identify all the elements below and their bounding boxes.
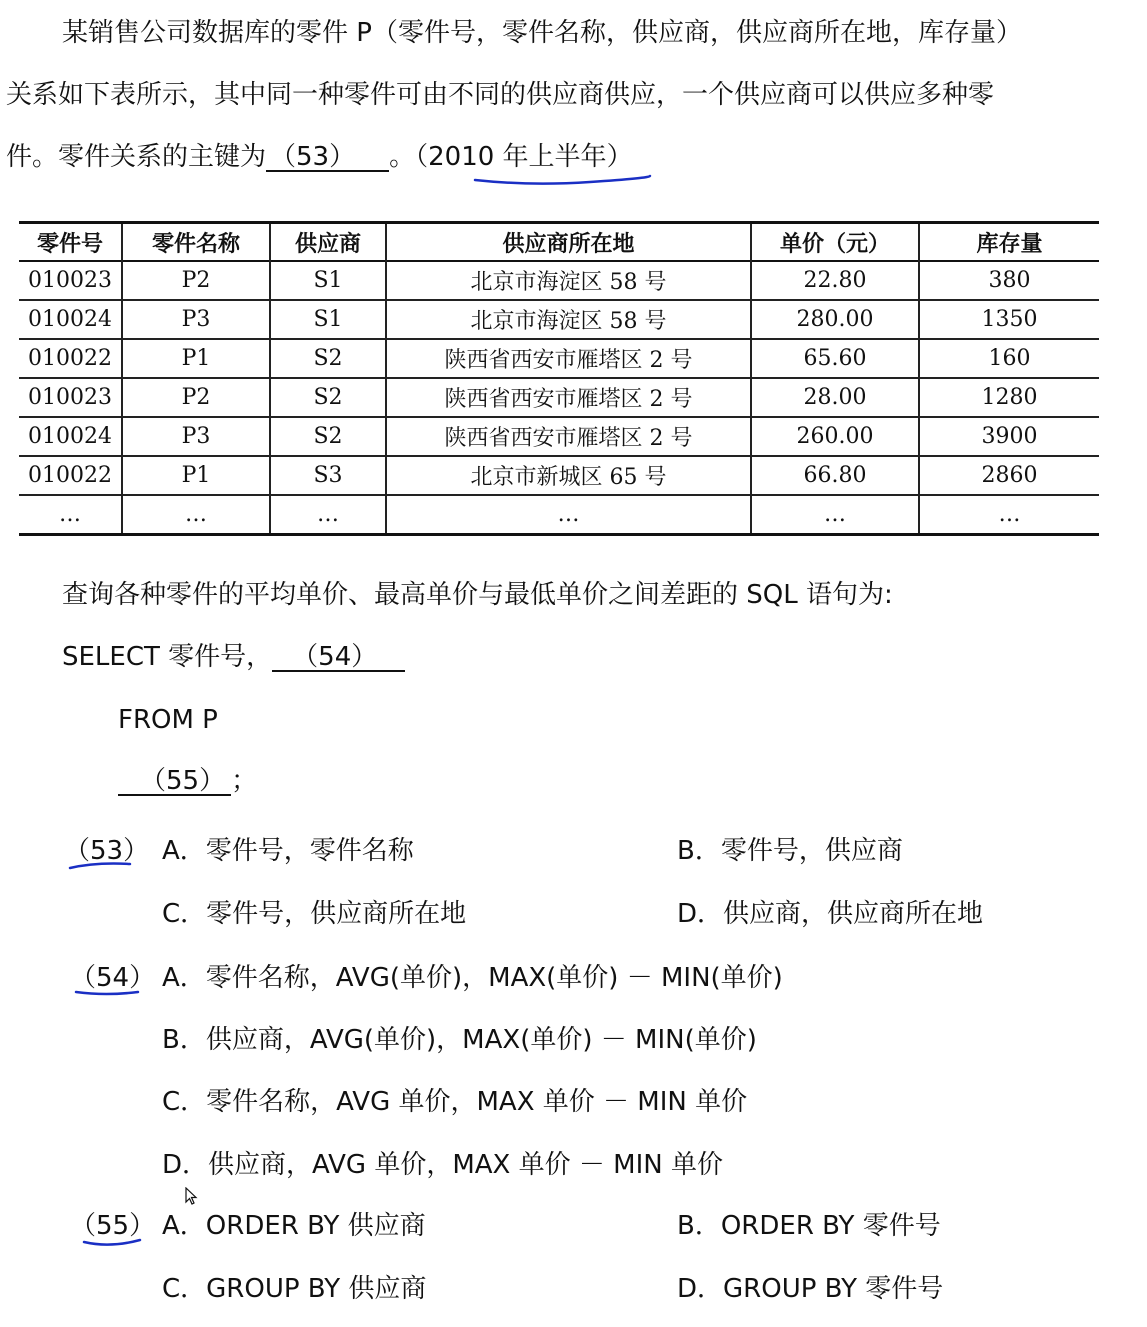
query-end: ； bbox=[231, 766, 258, 796]
q55-ink-underline bbox=[80, 1234, 146, 1250]
cell-price: 22.80 bbox=[751, 261, 919, 300]
cell-location: 陕西省西安市雁塔区 2 号 bbox=[386, 417, 751, 456]
cell-part-no: 010023 bbox=[28, 385, 112, 410]
cell-part-name: P1 bbox=[122, 339, 270, 378]
header-supplier: 供应商 bbox=[270, 223, 386, 262]
blank-53-label: （53） bbox=[270, 142, 356, 172]
blank-54 bbox=[272, 644, 405, 672]
header-stock: 库存量 bbox=[919, 223, 1099, 262]
cell-supplier: S2 bbox=[270, 339, 386, 378]
cell-location: 北京市海淀区 58 号 bbox=[386, 261, 751, 300]
select-line bbox=[62, 644, 405, 672]
cell-price: 66.80 bbox=[751, 456, 919, 495]
q54-ink-underline bbox=[72, 984, 144, 1000]
cell-part-no: 010024 bbox=[28, 424, 112, 449]
q55-number: （55） bbox=[70, 1211, 156, 1241]
q55-option-b: B．ORDER BY 零件号 bbox=[677, 1211, 941, 1241]
cell-stock: 2860 bbox=[919, 456, 1099, 495]
cell-location: 陕西省西安市雁塔区 2 号 bbox=[386, 339, 751, 378]
cell-ellipsis: … bbox=[386, 495, 751, 535]
q55-option-a: A．ORDER BY 供应商 bbox=[162, 1211, 426, 1241]
intro-line-1: 某销售公司数据库的零件 P（零件号，零件名称，供应商，供应商所在地，库存量） bbox=[62, 18, 1022, 48]
intro-line-3-close: ） bbox=[606, 142, 633, 172]
header-supplier-location: 供应商所在地 bbox=[386, 223, 751, 262]
header-part-no: 零件号 bbox=[36, 231, 103, 257]
cell-supplier: S1 bbox=[270, 300, 386, 339]
q54-number: （54） bbox=[70, 963, 156, 993]
mouse-pointer-icon bbox=[185, 1187, 199, 1207]
from-line: FROM P bbox=[118, 705, 218, 735]
blank-53 bbox=[266, 144, 389, 172]
q53-option-b: B．零件号，供应商 bbox=[677, 836, 903, 866]
cell-part-no: 010022 bbox=[28, 346, 112, 371]
year-ink-underline bbox=[470, 168, 655, 188]
cell-location: 北京市海淀区 58 号 bbox=[386, 300, 751, 339]
cell-ellipsis: … bbox=[919, 495, 1099, 535]
q54-option-b: B．供应商，AVG(单价)，MAX(单价) － MIN(单价) bbox=[162, 1025, 757, 1055]
blank-55 bbox=[118, 768, 231, 796]
q55-option-d: D．GROUP BY 零件号 bbox=[677, 1274, 944, 1304]
q53-number: （53） bbox=[64, 836, 150, 866]
cell-part-name: P2 bbox=[122, 261, 270, 300]
cell-stock: 1280 bbox=[919, 378, 1099, 417]
q53-ink-underline bbox=[66, 858, 136, 874]
cell-price: 28.00 bbox=[751, 378, 919, 417]
cell-location: 陕西省西安市雁塔区 2 号 bbox=[386, 378, 751, 417]
cell-stock: 380 bbox=[919, 261, 1099, 300]
cell-supplier: S1 bbox=[270, 261, 386, 300]
cell-stock: 3900 bbox=[919, 417, 1099, 456]
q53-option-a: A．零件号，零件名称 bbox=[162, 836, 414, 866]
blank-54-label: （54） bbox=[292, 642, 378, 672]
blank-55-label: （55） bbox=[140, 766, 226, 796]
query-intro: 查询各种零件的平均单价、最高单价与最低单价之间差距的 SQL 语句为: bbox=[62, 580, 893, 610]
cell-price: 260.00 bbox=[751, 417, 919, 456]
table-row bbox=[19, 261, 1099, 300]
cell-ellipsis: … bbox=[122, 495, 270, 535]
select-prefix: SELECT 零件号， bbox=[62, 642, 273, 672]
intro-line-2: 关系如下表所示，其中同一种零件可由不同的供应商供应，一个供应商可以供应多种零 bbox=[6, 80, 995, 110]
cell-ellipsis: … bbox=[270, 495, 386, 535]
cell-part-name: P3 bbox=[122, 300, 270, 339]
cell-part-no: 010023 bbox=[28, 268, 112, 293]
blank-55-line bbox=[118, 768, 257, 796]
cell-stock: 1350 bbox=[919, 300, 1099, 339]
cell-part-name: P2 bbox=[122, 378, 270, 417]
table-row bbox=[19, 456, 1099, 495]
cell-ellipsis: … bbox=[751, 495, 919, 535]
cell-price: 280.00 bbox=[751, 300, 919, 339]
cell-price: 65.60 bbox=[751, 339, 919, 378]
cell-part-name: P1 bbox=[122, 456, 270, 495]
cell-part-no: 010024 bbox=[28, 307, 112, 332]
q53-option-c: C．零件号，供应商所在地 bbox=[162, 899, 467, 929]
header-unit-price: 单价（元） bbox=[751, 223, 919, 262]
cell-supplier: S3 bbox=[270, 456, 386, 495]
cell-location: 北京市新城区 65 号 bbox=[386, 456, 751, 495]
q54-option-a: A．零件名称，AVG(单价)，MAX(单价) － MIN(单价) bbox=[162, 963, 783, 993]
cell-stock: 160 bbox=[919, 339, 1099, 378]
table-row bbox=[19, 339, 1099, 378]
cell-supplier: S2 bbox=[270, 417, 386, 456]
table-row bbox=[19, 378, 1099, 417]
header-part-name: 零件名称 bbox=[122, 223, 270, 262]
cell-part-name: P3 bbox=[122, 417, 270, 456]
q55-option-c: C．GROUP BY 供应商 bbox=[162, 1274, 427, 1304]
table-header-row bbox=[19, 223, 1099, 262]
q53-option-d: D．供应商，供应商所在地 bbox=[677, 899, 984, 929]
q54-option-d: D．供应商，AVG 单价，MAX 单价 － MIN 单价 bbox=[162, 1150, 723, 1180]
intro-line-3-suffix: 。（ bbox=[389, 142, 429, 172]
cell-part-no: 010022 bbox=[28, 463, 112, 488]
intro-line-3-prefix: 件。零件关系的主键为 bbox=[6, 142, 267, 172]
q54-option-c: C．零件名称，AVG 单价，MAX 单价 － MIN 单价 bbox=[162, 1087, 748, 1117]
cell-ellipsis: … bbox=[59, 502, 81, 527]
table-row bbox=[19, 300, 1099, 339]
parts-table bbox=[19, 221, 1099, 536]
table-row-ellipsis bbox=[19, 495, 1099, 535]
table-row bbox=[19, 417, 1099, 456]
cell-supplier: S2 bbox=[270, 378, 386, 417]
year-label: 2010 年上半年 bbox=[428, 142, 607, 172]
